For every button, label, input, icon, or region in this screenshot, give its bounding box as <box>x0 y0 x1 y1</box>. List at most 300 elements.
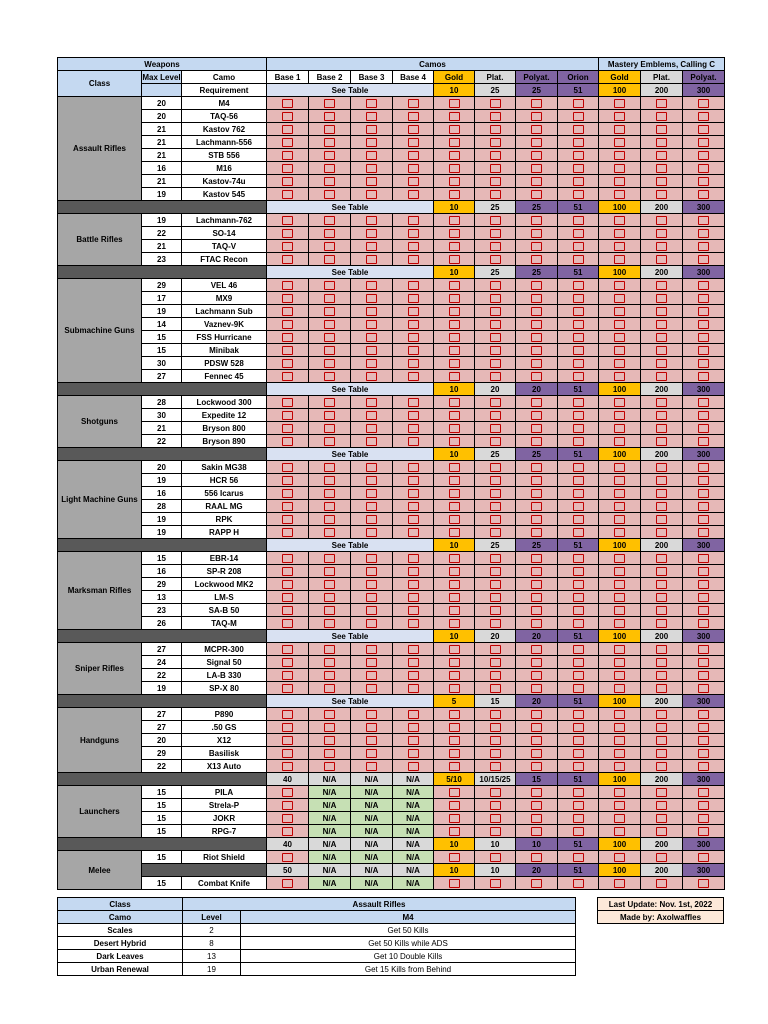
checkbox[interactable] <box>656 164 667 173</box>
checkbox[interactable] <box>698 619 709 628</box>
checkbox[interactable] <box>656 801 667 810</box>
checkbox[interactable] <box>408 515 419 524</box>
checkbox[interactable] <box>449 645 460 654</box>
checkbox[interactable] <box>282 580 293 589</box>
checkbox[interactable] <box>531 554 542 563</box>
checkbox[interactable] <box>573 333 584 342</box>
checkbox[interactable] <box>490 723 501 732</box>
checkbox[interactable] <box>698 736 709 745</box>
checkbox[interactable] <box>449 255 460 264</box>
checkbox[interactable] <box>656 281 667 290</box>
checkbox[interactable] <box>573 749 584 758</box>
checkbox[interactable] <box>698 593 709 602</box>
checkbox[interactable] <box>656 242 667 251</box>
checkbox[interactable] <box>490 255 501 264</box>
checkbox[interactable] <box>614 125 625 134</box>
checkbox[interactable] <box>531 567 542 576</box>
checkbox[interactable] <box>490 853 501 862</box>
checkbox[interactable] <box>282 333 293 342</box>
checkbox[interactable] <box>282 398 293 407</box>
checkbox[interactable] <box>449 710 460 719</box>
checkbox[interactable] <box>282 684 293 693</box>
checkbox[interactable] <box>531 736 542 745</box>
checkbox[interactable] <box>573 463 584 472</box>
checkbox[interactable] <box>366 476 377 485</box>
checkbox[interactable] <box>573 723 584 732</box>
checkbox[interactable] <box>573 138 584 147</box>
checkbox[interactable] <box>656 411 667 420</box>
checkbox[interactable] <box>408 294 419 303</box>
checkbox[interactable] <box>408 125 419 134</box>
checkbox[interactable] <box>449 359 460 368</box>
checkbox[interactable] <box>573 411 584 420</box>
checkbox[interactable] <box>366 372 377 381</box>
checkbox[interactable] <box>490 242 501 251</box>
checkbox[interactable] <box>408 762 419 771</box>
checkbox[interactable] <box>449 424 460 433</box>
checkbox[interactable] <box>366 125 377 134</box>
checkbox[interactable] <box>408 359 419 368</box>
checkbox[interactable] <box>408 606 419 615</box>
checkbox[interactable] <box>698 606 709 615</box>
checkbox[interactable] <box>531 437 542 446</box>
checkbox[interactable] <box>656 684 667 693</box>
checkbox[interactable] <box>282 437 293 446</box>
checkbox[interactable] <box>324 411 335 420</box>
checkbox[interactable] <box>490 229 501 238</box>
checkbox[interactable] <box>366 762 377 771</box>
checkbox[interactable] <box>656 567 667 576</box>
checkbox[interactable] <box>614 138 625 147</box>
checkbox[interactable] <box>531 476 542 485</box>
checkbox[interactable] <box>531 749 542 758</box>
checkbox[interactable] <box>324 658 335 667</box>
checkbox[interactable] <box>490 827 501 836</box>
checkbox[interactable] <box>324 593 335 602</box>
checkbox[interactable] <box>449 489 460 498</box>
checkbox[interactable] <box>408 580 419 589</box>
checkbox[interactable] <box>573 320 584 329</box>
checkbox[interactable] <box>656 346 667 355</box>
checkbox[interactable] <box>324 307 335 316</box>
checkbox[interactable] <box>449 320 460 329</box>
checkbox[interactable] <box>324 372 335 381</box>
checkbox[interactable] <box>490 502 501 511</box>
checkbox[interactable] <box>656 476 667 485</box>
checkbox[interactable] <box>531 853 542 862</box>
checkbox[interactable] <box>614 294 625 303</box>
checkbox[interactable] <box>531 398 542 407</box>
checkbox[interactable] <box>698 307 709 316</box>
checkbox[interactable] <box>614 307 625 316</box>
checkbox[interactable] <box>366 736 377 745</box>
checkbox[interactable] <box>698 489 709 498</box>
checkbox[interactable] <box>531 463 542 472</box>
checkbox[interactable] <box>449 567 460 576</box>
checkbox[interactable] <box>614 476 625 485</box>
checkbox[interactable] <box>573 125 584 134</box>
checkbox[interactable] <box>656 879 667 888</box>
checkbox[interactable] <box>614 333 625 342</box>
checkbox[interactable] <box>366 151 377 160</box>
checkbox[interactable] <box>490 463 501 472</box>
checkbox[interactable] <box>324 125 335 134</box>
checkbox[interactable] <box>282 294 293 303</box>
checkbox[interactable] <box>282 658 293 667</box>
checkbox[interactable] <box>324 398 335 407</box>
checkbox[interactable] <box>531 827 542 836</box>
checkbox[interactable] <box>698 177 709 186</box>
checkbox[interactable] <box>408 216 419 225</box>
checkbox[interactable] <box>698 853 709 862</box>
checkbox[interactable] <box>366 580 377 589</box>
checkbox[interactable] <box>366 411 377 420</box>
checkbox[interactable] <box>698 437 709 446</box>
checkbox[interactable] <box>614 177 625 186</box>
checkbox[interactable] <box>698 424 709 433</box>
checkbox[interactable] <box>490 333 501 342</box>
checkbox[interactable] <box>408 346 419 355</box>
checkbox[interactable] <box>531 216 542 225</box>
checkbox[interactable] <box>573 502 584 511</box>
checkbox[interactable] <box>656 255 667 264</box>
checkbox[interactable] <box>614 658 625 667</box>
checkbox[interactable] <box>614 164 625 173</box>
checkbox[interactable] <box>490 554 501 563</box>
checkbox[interactable] <box>408 177 419 186</box>
checkbox[interactable] <box>614 814 625 823</box>
checkbox[interactable] <box>449 151 460 160</box>
checkbox[interactable] <box>449 606 460 615</box>
checkbox[interactable] <box>282 112 293 121</box>
checkbox[interactable] <box>282 723 293 732</box>
checkbox[interactable] <box>490 99 501 108</box>
checkbox[interactable] <box>366 710 377 719</box>
checkbox[interactable] <box>490 476 501 485</box>
checkbox[interactable] <box>698 645 709 654</box>
checkbox[interactable] <box>282 346 293 355</box>
checkbox[interactable] <box>490 164 501 173</box>
checkbox[interactable] <box>698 476 709 485</box>
checkbox[interactable] <box>656 112 667 121</box>
checkbox[interactable] <box>324 281 335 290</box>
checkbox[interactable] <box>656 177 667 186</box>
checkbox[interactable] <box>282 424 293 433</box>
checkbox[interactable] <box>698 463 709 472</box>
checkbox[interactable] <box>614 684 625 693</box>
checkbox[interactable] <box>282 814 293 823</box>
checkbox[interactable] <box>531 99 542 108</box>
checkbox[interactable] <box>366 99 377 108</box>
checkbox[interactable] <box>531 606 542 615</box>
checkbox[interactable] <box>490 762 501 771</box>
checkbox[interactable] <box>282 853 293 862</box>
checkbox[interactable] <box>408 398 419 407</box>
checkbox[interactable] <box>698 515 709 524</box>
checkbox[interactable] <box>449 294 460 303</box>
checkbox[interactable] <box>573 489 584 498</box>
checkbox[interactable] <box>366 255 377 264</box>
checkbox[interactable] <box>408 593 419 602</box>
checkbox[interactable] <box>614 554 625 563</box>
checkbox[interactable] <box>282 671 293 680</box>
checkbox[interactable] <box>656 229 667 238</box>
checkbox[interactable] <box>449 138 460 147</box>
checkbox[interactable] <box>531 684 542 693</box>
checkbox[interactable] <box>614 359 625 368</box>
checkbox[interactable] <box>282 606 293 615</box>
checkbox[interactable] <box>614 424 625 433</box>
checkbox[interactable] <box>282 528 293 537</box>
checkbox[interactable] <box>573 151 584 160</box>
checkbox[interactable] <box>698 255 709 264</box>
checkbox[interactable] <box>282 515 293 524</box>
checkbox[interactable] <box>282 372 293 381</box>
checkbox[interactable] <box>698 112 709 121</box>
checkbox[interactable] <box>408 645 419 654</box>
checkbox[interactable] <box>282 619 293 628</box>
checkbox[interactable] <box>573 580 584 589</box>
checkbox[interactable] <box>698 138 709 147</box>
checkbox[interactable] <box>449 476 460 485</box>
checkbox[interactable] <box>614 398 625 407</box>
checkbox[interactable] <box>698 879 709 888</box>
checkbox[interactable] <box>282 164 293 173</box>
checkbox[interactable] <box>573 99 584 108</box>
checkbox[interactable] <box>573 164 584 173</box>
checkbox[interactable] <box>282 138 293 147</box>
checkbox[interactable] <box>282 476 293 485</box>
checkbox[interactable] <box>573 424 584 433</box>
checkbox[interactable] <box>573 606 584 615</box>
checkbox[interactable] <box>531 294 542 303</box>
checkbox[interactable] <box>490 138 501 147</box>
checkbox[interactable] <box>449 242 460 251</box>
checkbox[interactable] <box>531 489 542 498</box>
checkbox[interactable] <box>573 619 584 628</box>
checkbox[interactable] <box>573 515 584 524</box>
checkbox[interactable] <box>531 788 542 797</box>
checkbox[interactable] <box>449 749 460 758</box>
checkbox[interactable] <box>656 151 667 160</box>
checkbox[interactable] <box>366 424 377 433</box>
checkbox[interactable] <box>490 788 501 797</box>
checkbox[interactable] <box>324 580 335 589</box>
checkbox[interactable] <box>490 593 501 602</box>
checkbox[interactable] <box>614 99 625 108</box>
checkbox[interactable] <box>614 255 625 264</box>
checkbox[interactable] <box>614 853 625 862</box>
checkbox[interactable] <box>449 671 460 680</box>
checkbox[interactable] <box>614 411 625 420</box>
checkbox[interactable] <box>531 138 542 147</box>
checkbox[interactable] <box>531 164 542 173</box>
checkbox[interactable] <box>366 619 377 628</box>
checkbox[interactable] <box>698 684 709 693</box>
checkbox[interactable] <box>366 281 377 290</box>
checkbox[interactable] <box>408 424 419 433</box>
checkbox[interactable] <box>490 879 501 888</box>
checkbox[interactable] <box>408 736 419 745</box>
checkbox[interactable] <box>531 242 542 251</box>
checkbox[interactable] <box>531 333 542 342</box>
checkbox[interactable] <box>408 255 419 264</box>
checkbox[interactable] <box>408 333 419 342</box>
checkbox[interactable] <box>366 216 377 225</box>
checkbox[interactable] <box>449 177 460 186</box>
checkbox[interactable] <box>614 749 625 758</box>
checkbox[interactable] <box>408 489 419 498</box>
checkbox[interactable] <box>490 151 501 160</box>
checkbox[interactable] <box>282 554 293 563</box>
checkbox[interactable] <box>408 684 419 693</box>
checkbox[interactable] <box>324 112 335 121</box>
checkbox[interactable] <box>366 398 377 407</box>
checkbox[interactable] <box>614 463 625 472</box>
checkbox[interactable] <box>366 684 377 693</box>
checkbox[interactable] <box>282 255 293 264</box>
checkbox[interactable] <box>614 827 625 836</box>
checkbox[interactable] <box>324 762 335 771</box>
checkbox[interactable] <box>449 515 460 524</box>
checkbox[interactable] <box>656 658 667 667</box>
checkbox[interactable] <box>531 229 542 238</box>
checkbox[interactable] <box>656 320 667 329</box>
checkbox[interactable] <box>698 320 709 329</box>
checkbox[interactable] <box>614 372 625 381</box>
checkbox[interactable] <box>366 138 377 147</box>
checkbox[interactable] <box>324 424 335 433</box>
checkbox[interactable] <box>490 112 501 121</box>
checkbox[interactable] <box>573 307 584 316</box>
checkbox[interactable] <box>656 749 667 758</box>
checkbox[interactable] <box>282 216 293 225</box>
checkbox[interactable] <box>449 190 460 199</box>
checkbox[interactable] <box>490 658 501 667</box>
checkbox[interactable] <box>614 346 625 355</box>
checkbox[interactable] <box>573 736 584 745</box>
checkbox[interactable] <box>408 164 419 173</box>
checkbox[interactable] <box>408 372 419 381</box>
checkbox[interactable] <box>698 164 709 173</box>
checkbox[interactable] <box>573 684 584 693</box>
checkbox[interactable] <box>449 827 460 836</box>
checkbox[interactable] <box>490 294 501 303</box>
checkbox[interactable] <box>366 489 377 498</box>
checkbox[interactable] <box>656 645 667 654</box>
checkbox[interactable] <box>698 580 709 589</box>
checkbox[interactable] <box>324 229 335 238</box>
checkbox[interactable] <box>573 853 584 862</box>
checkbox[interactable] <box>324 346 335 355</box>
checkbox[interactable] <box>324 190 335 199</box>
checkbox[interactable] <box>449 736 460 745</box>
checkbox[interactable] <box>531 879 542 888</box>
checkbox[interactable] <box>614 190 625 199</box>
checkbox[interactable] <box>698 281 709 290</box>
checkbox[interactable] <box>366 658 377 667</box>
checkbox[interactable] <box>449 333 460 342</box>
checkbox[interactable] <box>573 229 584 238</box>
checkbox[interactable] <box>449 372 460 381</box>
checkbox[interactable] <box>282 593 293 602</box>
checkbox[interactable] <box>408 281 419 290</box>
checkbox[interactable] <box>324 359 335 368</box>
checkbox[interactable] <box>324 736 335 745</box>
checkbox[interactable] <box>698 827 709 836</box>
checkbox[interactable] <box>366 723 377 732</box>
checkbox[interactable] <box>449 411 460 420</box>
checkbox[interactable] <box>324 99 335 108</box>
checkbox[interactable] <box>614 502 625 511</box>
checkbox[interactable] <box>449 814 460 823</box>
checkbox[interactable] <box>573 554 584 563</box>
lower-weapon-value[interactable]: M4 <box>241 911 576 924</box>
checkbox[interactable] <box>698 99 709 108</box>
checkbox[interactable] <box>282 177 293 186</box>
checkbox[interactable] <box>324 489 335 498</box>
checkbox[interactable] <box>490 346 501 355</box>
checkbox[interactable] <box>408 307 419 316</box>
checkbox[interactable] <box>408 320 419 329</box>
checkbox[interactable] <box>614 229 625 238</box>
checkbox[interactable] <box>490 281 501 290</box>
checkbox[interactable] <box>531 671 542 680</box>
checkbox[interactable] <box>282 502 293 511</box>
checkbox[interactable] <box>698 788 709 797</box>
checkbox[interactable] <box>614 645 625 654</box>
checkbox[interactable] <box>614 762 625 771</box>
checkbox[interactable] <box>614 580 625 589</box>
checkbox[interactable] <box>366 229 377 238</box>
checkbox[interactable] <box>408 710 419 719</box>
checkbox[interactable] <box>490 190 501 199</box>
checkbox[interactable] <box>531 281 542 290</box>
checkbox[interactable] <box>490 359 501 368</box>
checkbox[interactable] <box>656 827 667 836</box>
checkbox[interactable] <box>408 749 419 758</box>
checkbox[interactable] <box>614 515 625 524</box>
checkbox[interactable] <box>366 606 377 615</box>
lower-class-value[interactable]: Assault Rifles <box>183 898 576 911</box>
checkbox[interactable] <box>490 489 501 498</box>
checkbox[interactable] <box>656 424 667 433</box>
checkbox[interactable] <box>573 437 584 446</box>
checkbox[interactable] <box>698 333 709 342</box>
checkbox[interactable] <box>366 307 377 316</box>
checkbox[interactable] <box>408 723 419 732</box>
checkbox[interactable] <box>366 515 377 524</box>
checkbox[interactable] <box>449 216 460 225</box>
checkbox[interactable] <box>656 99 667 108</box>
checkbox[interactable] <box>408 476 419 485</box>
checkbox[interactable] <box>656 762 667 771</box>
checkbox[interactable] <box>573 710 584 719</box>
checkbox[interactable] <box>531 658 542 667</box>
checkbox[interactable] <box>366 346 377 355</box>
checkbox[interactable] <box>282 879 293 888</box>
checkbox[interactable] <box>366 671 377 680</box>
checkbox[interactable] <box>614 437 625 446</box>
checkbox[interactable] <box>282 788 293 797</box>
checkbox[interactable] <box>449 788 460 797</box>
checkbox[interactable] <box>531 125 542 134</box>
checkbox[interactable] <box>408 411 419 420</box>
checkbox[interactable] <box>531 502 542 511</box>
checkbox[interactable] <box>573 476 584 485</box>
checkbox[interactable] <box>614 879 625 888</box>
checkbox[interactable] <box>408 190 419 199</box>
